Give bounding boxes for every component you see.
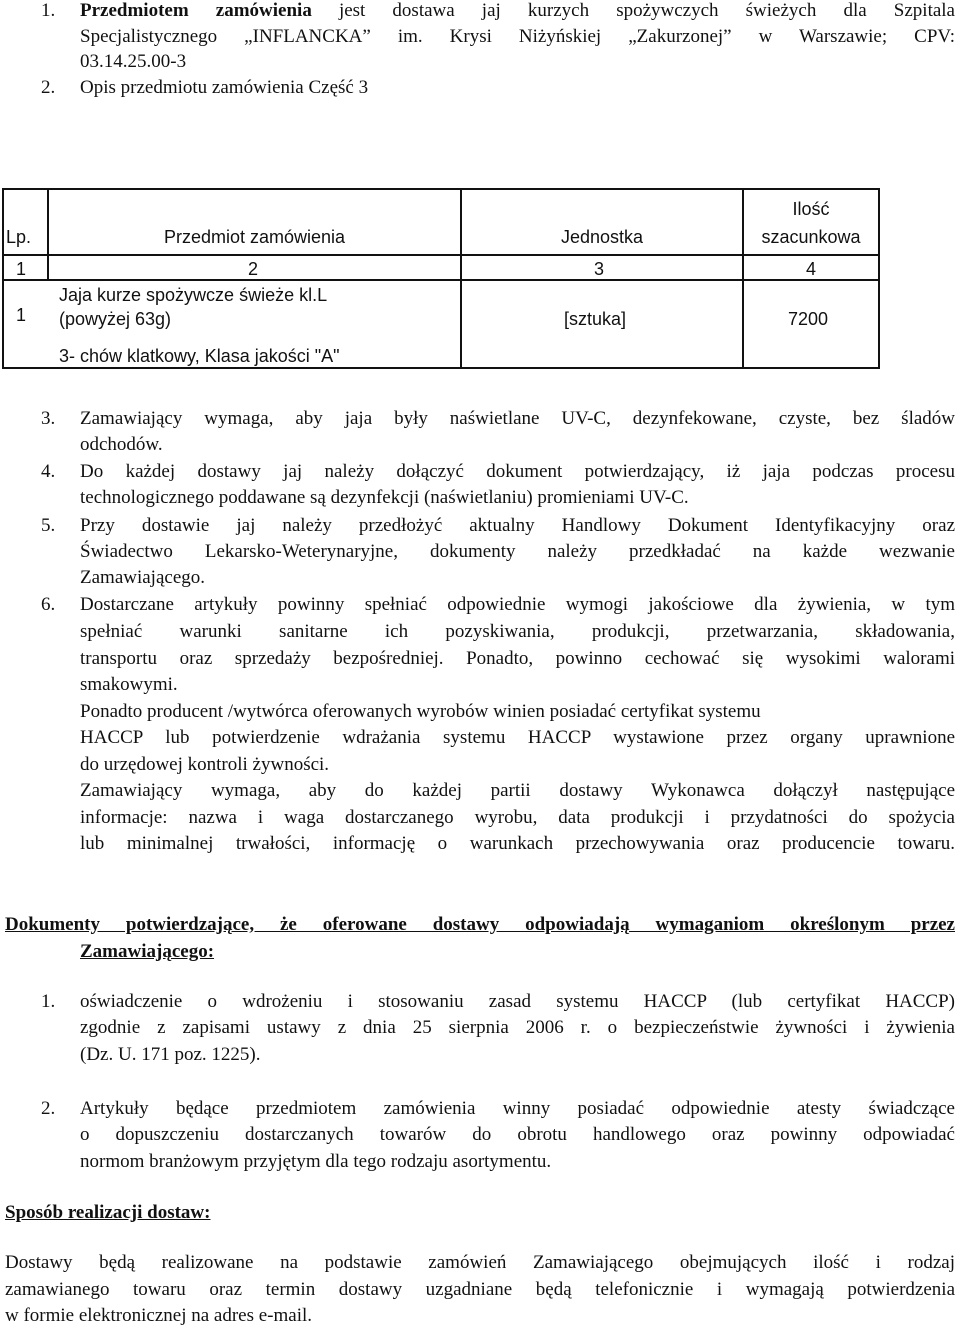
requirement-6-line-10: lub minimalnej trwałości, informację o warunkach przechowywania oraz producencie towaru. — [80, 833, 955, 854]
row-unit: [sztuka] — [564, 309, 627, 329]
document-1-line-2: zgodnie z zapisami ustawy z dnia 25 sierpnia 2006 r. o bezpieczeństwie żywności i żywienia — [80, 1017, 955, 1038]
delivery-line-2: zamawianego towaru oraz termin dostawy uzgadniane będą telefonicznie i wymagają potwierdzenia — [5, 1279, 955, 1300]
requirement-4-line-2: technologicznego poddawane są dezynfekcji (naświetlaniu) promieniami UV-C. — [80, 487, 689, 508]
intro-item-2-number: 2. — [41, 77, 56, 98]
requirement-5-line-3: Zamawiającego. — [80, 567, 206, 588]
requirement-6-line-6: HACCP lub potwierdzenie wdrażania systemu HACCP wystawione przez organy uprawnione — [80, 727, 955, 748]
column-number-2: 2 — [248, 259, 259, 279]
intro-item-1-number: 1. — [41, 0, 56, 21]
header-item: Przedmiot zamówienia — [163, 227, 346, 247]
requirement-3-number: 3. — [41, 408, 56, 429]
intro-item-1-line-2: Specjalistycznego „INFLANCKA” im. Krysi Niżyńskiej „Zakurzonej” w Warszawie; CPV: — [80, 26, 955, 47]
document-1-number: 1. — [41, 991, 56, 1012]
requirement-4-line-1: Do każdej dostawy jaj należy dołączyć dokument potwierdzający, iż jaja podczas procesu — [80, 461, 955, 482]
requirement-3-line-1: Zamawiający wymaga, aby jaja były naświetlane UV-C, dezynfekowane, czyste, bez śladów — [80, 408, 955, 429]
document-2-line-3: normom branżowym przyjętym dla tego rodzaju asortymentu. — [80, 1151, 552, 1172]
documents-heading-line-2: Zamawiającego: — [80, 941, 215, 962]
requirement-6-line-1: Dostarczane artykuły powinny spełniać odpowiednie wymogi jakościowe dla żywienia, w tym — [80, 594, 955, 615]
requirement-6-number: 6. — [41, 594, 56, 615]
row-quantity: 7200 — [788, 309, 829, 329]
requirement-4-number: 4. — [41, 461, 56, 482]
table-divider — [4, 279, 878, 281]
requirement-6-line-5: Ponadto producent /wytwórca oferowanych wyrobów winien posiadać certyfikat systemu — [80, 701, 761, 722]
delivery-line-3: w formie elektronicznej na adres e-mail. — [5, 1305, 313, 1326]
intro-item-1-line-3: 03.14.25.00-3 — [80, 51, 187, 72]
requirement-6-line-3: transportu oraz sprzedaży bezpośredniej. Ponadto, powinno cechować się wysokimi walorami — [80, 648, 955, 669]
row-description-line-3: 3- chów klatkowy, Klasa jakości "A" — [59, 346, 340, 366]
header-unit: Jednostka — [560, 227, 644, 247]
intro-item-1-line-1 — [80, 0, 955, 24]
header-quantity-line-1: Ilość — [792, 199, 830, 219]
requirement-6-line-8: Zamawiający wymaga, aby do każdej partii dostawy Wykonawca dołączył następujące — [80, 780, 955, 801]
row-description-line-2: (powyżej 63g) — [59, 309, 172, 329]
document-1-line-3: (Dz. U. 171 poz. 1225). — [80, 1044, 261, 1065]
column-number-4: 4 — [806, 259, 817, 279]
order-table — [2, 188, 880, 369]
requirement-6-line-7: do urzędowej kontroli żywności. — [80, 754, 330, 775]
row-lp: 1 — [16, 305, 27, 325]
requirement-5-number: 5. — [41, 515, 56, 536]
header-lp: Lp. — [6, 227, 32, 247]
row-description-line-1: Jaja kurze spożywcze świeże kl.L — [59, 285, 328, 305]
document-2-number: 2. — [41, 1098, 56, 1119]
documents-heading-line-1: Dokumenty potwierdzające, że oferowane dostawy odpowiadają wymaganiom określonym przez — [5, 914, 955, 935]
document-2-line-1: Artykuły będące przedmiotem zamówienia winny posiadać odpowiednie atesty świadczące — [80, 1098, 955, 1119]
delivery-line-1: Dostawy będą realizowane na podstawie zamówień Zamawiającego obejmujących ilość i rodzaj — [5, 1252, 955, 1273]
table-divider — [4, 254, 878, 256]
document-2-line-2: o dopuszczeniu dostarczanych towarów do obrotu handlowego oraz powinny odpowiadać — [80, 1124, 955, 1145]
requirement-6-line-9: informacje: nazwa i waga dostarczanego wyrobu, data produkcji i przydatności do spożycia — [80, 807, 955, 828]
intro-item-2-text: Opis przedmiotu zamówienia Część 3 — [80, 77, 369, 98]
intro-item-1-line-1-rest: jest dostawa jaj kurzych spożywczych świeżych dla Szpitala — [311, 0, 955, 21]
requirement-6-line-4: smakowymi. — [80, 674, 178, 695]
requirement-5-line-1: Przy dostawie jaj należy przedłożyć aktualny Handlowy Dokument Identyfikacyjny oraz — [80, 515, 955, 536]
requirement-6-line-2: spełniać warunki sanitarne ich pozyskiwania, produkcji, przetwarzania, składowania, — [80, 621, 955, 642]
requirement-3-line-2: odchodów. — [80, 434, 163, 455]
document-1-line-1: oświadczenie o wdrożeniu i stosowaniu zasad systemu HACCP (lub certyfikat HACCP) — [80, 991, 955, 1012]
column-number-3: 3 — [594, 259, 605, 279]
column-number-1: 1 — [16, 259, 27, 279]
header-quantity-line-2: szacunkowa — [761, 227, 861, 247]
subject-label: Przedmiotem zamówienia — [80, 0, 312, 21]
requirement-5-line-2: Świadectwo Lekarsko-Weterynaryjne, dokumenty należy przedkładać na każde wezwanie — [80, 541, 955, 562]
delivery-heading: Sposób realizacji dostaw: — [5, 1202, 211, 1223]
